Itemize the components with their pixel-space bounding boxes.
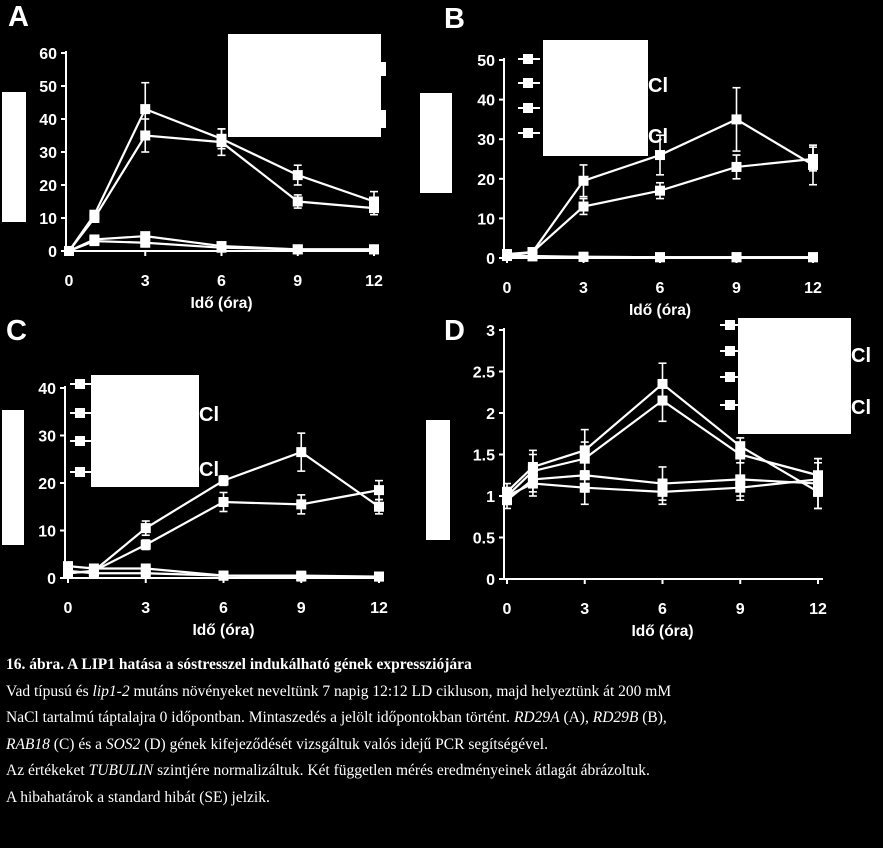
data-point [217,243,227,253]
data-point [219,476,229,486]
legend-marker [523,128,533,138]
caption-line-3: RAB18 (C) és a SOS2 (D) gének kifejeződését vizsgáltuk valós idejű PCR segítségével. [6,735,548,753]
data-point [658,487,668,497]
data-point [293,244,303,254]
caption-line-2: NaCl tartalmú táptalajra 0 időpontban. Mintaszedés a jelölt időpontokban történt. RD29A (A), RD29B (B), [6,709,667,726]
x-tick-label-c: 12 [370,600,388,617]
data-point [528,479,538,489]
y-tick-label-b: 0 [486,251,495,268]
legend-marker [725,346,735,356]
data-point [140,104,150,114]
y-tick-label-a: 60 [39,46,57,63]
data-point [89,213,99,223]
data-point [219,571,229,581]
panel-label-b: B [444,3,465,35]
data-point [296,447,306,457]
x-tick-label-a: 12 [365,273,383,290]
data-point [735,483,745,493]
data-point [374,502,384,512]
legend-sliver [381,110,386,128]
figure-caption [6,652,881,811]
data-point [141,568,151,578]
y-tick-label-a: 40 [39,112,57,129]
data-point [293,197,303,207]
x-tick-label-c: 6 [219,600,228,617]
legend-text-b: Cl [648,126,668,148]
y-label-mask-b [420,93,452,193]
data-point [655,150,665,160]
x-tick-label-a: 0 [64,273,74,290]
data-point [140,238,150,248]
data-point [502,251,512,261]
x-tick-label-a: 6 [217,273,226,290]
data-point [89,568,99,578]
x-tick-label-c: 3 [141,600,151,617]
data-point [732,114,742,124]
y-tick-label-c: 30 [38,428,56,446]
x-tick-label-b: 9 [732,280,741,297]
y-tick-label-c: 10 [38,523,56,541]
x-axis-label-d: Idő (óra) [631,623,694,640]
x-tick-label-b: 0 [502,280,512,297]
y-tick-label-a: 50 [39,79,57,96]
panel-a [2,1,386,312]
data-point [369,244,379,254]
data-point [580,483,590,493]
x-axis-label-b: Idő (óra) [629,302,691,319]
legend-marker [75,379,85,389]
x-tick-label-c: 0 [63,600,73,617]
data-point [808,252,818,262]
data-point [217,137,227,147]
y-tick-label-b: 20 [477,171,495,189]
legend-marker [75,436,85,446]
data-point [528,251,538,261]
data-point [579,176,589,186]
legend-marker [725,320,735,330]
legend-marker [523,103,533,113]
data-point [579,202,589,212]
data-point [735,450,745,460]
x-axis-label-c: Idő (óra) [192,622,255,639]
legend-text-c: Cl [199,404,219,426]
x-tick-label-b: 6 [655,280,665,297]
y-tick-label-b: 50 [477,53,495,70]
y-tick-label-c: 20 [38,476,56,493]
data-point [141,540,151,550]
data-point [808,154,818,164]
data-point [296,499,306,509]
panel-label-c: C [6,315,27,347]
data-point [813,474,823,484]
legend-text-d: Cl [851,397,871,419]
x-tick-label-d: 3 [580,601,590,618]
y-label-mask-c [2,410,24,545]
data-point [374,485,384,495]
y-tick-label-a: 20 [39,178,57,195]
x-tick-label-d: 6 [658,601,667,618]
x-tick-label-a: 9 [293,273,303,290]
data-point [140,131,150,141]
series-c-2 [63,481,384,579]
x-tick-label-d: 9 [735,601,745,618]
data-point [63,566,73,576]
y-tick-label-a: 0 [48,244,57,261]
legend-mask-c [91,375,199,487]
legend-text-b: Cl [648,75,668,97]
legend-mask-d [738,318,851,434]
data-point [219,497,229,507]
panel-label-d: D [444,315,465,347]
panel-c [2,315,388,639]
x-tick-label-b: 3 [579,280,588,297]
x-tick-label-a: 3 [140,273,150,290]
caption-line-4: Az értékeket TUBULIN szintjére normalizáltuk. Két független mérés eredményeinek átlagát ábrázoltuk. [6,762,650,779]
legend-mask-a [228,34,381,137]
panel-b [420,3,822,319]
caption-line-5: A hibahatárok a standard hibát (SE) jelzik. [6,788,270,806]
data-point [658,396,668,406]
y-tick-label-b: 40 [477,92,495,110]
legend-marker [75,467,85,477]
data-point [655,186,665,196]
panel-label-a: A [8,1,29,33]
y-tick-label-d: 3 [486,323,495,340]
y-tick-label-d: 0.5 [472,530,495,548]
caption-line-1: Vad típusú és lip1-2 mutáns növényeket neveltünk 7 napig 12:12 LD cikluson, majd helyeztünk át 200 mM [6,682,672,700]
y-label-mask-d [426,420,450,540]
x-tick-label-c: 9 [296,600,306,617]
y-tick-label-a: 10 [39,211,57,228]
y-tick-label-b: 10 [477,211,495,229]
legend-marker [523,78,533,88]
data-point [374,572,384,582]
y-tick-label-d: 2 [486,406,495,423]
y-tick-label-c: 40 [38,381,56,398]
y-label-mask-a [2,92,26,222]
data-point [502,491,512,501]
y-tick-label-b: 30 [477,132,495,150]
x-tick-label-b: 12 [804,280,822,297]
caption-title: 16. ábra. A LIP1 hatása a sóstresszel indukálható gének expressziójára [6,656,472,673]
y-tick-label-d: 2.5 [472,364,495,382]
legend-text-d: Cl [851,345,871,367]
data-point [141,523,151,533]
x-axis-label-a: Idő (óra) [190,295,253,312]
legend-mask-b [543,40,648,156]
panel-d [426,315,871,640]
legend-sliver [381,62,386,76]
data-point [579,252,589,262]
data-point [732,252,742,262]
legend-marker [75,408,85,418]
x-tick-label-d: 0 [502,601,512,618]
data-point [369,203,379,213]
series-b-4 [502,251,818,262]
y-tick-label-a: 30 [39,145,57,162]
data-point [655,252,665,262]
y-tick-label-c: 0 [47,571,56,588]
legend-marker [725,400,735,410]
legend-text-c: Cl [199,459,219,481]
data-point [64,246,74,256]
data-point [296,572,306,582]
legend-marker [725,372,735,382]
y-tick-label-d: 1.5 [472,447,495,465]
data-point [293,170,303,180]
data-point [89,236,99,246]
data-point [732,162,742,172]
y-tick-label-d: 0 [486,572,495,589]
x-tick-label-d: 12 [809,601,827,618]
y-tick-label-d: 1 [486,489,495,506]
legend-marker [523,54,533,64]
